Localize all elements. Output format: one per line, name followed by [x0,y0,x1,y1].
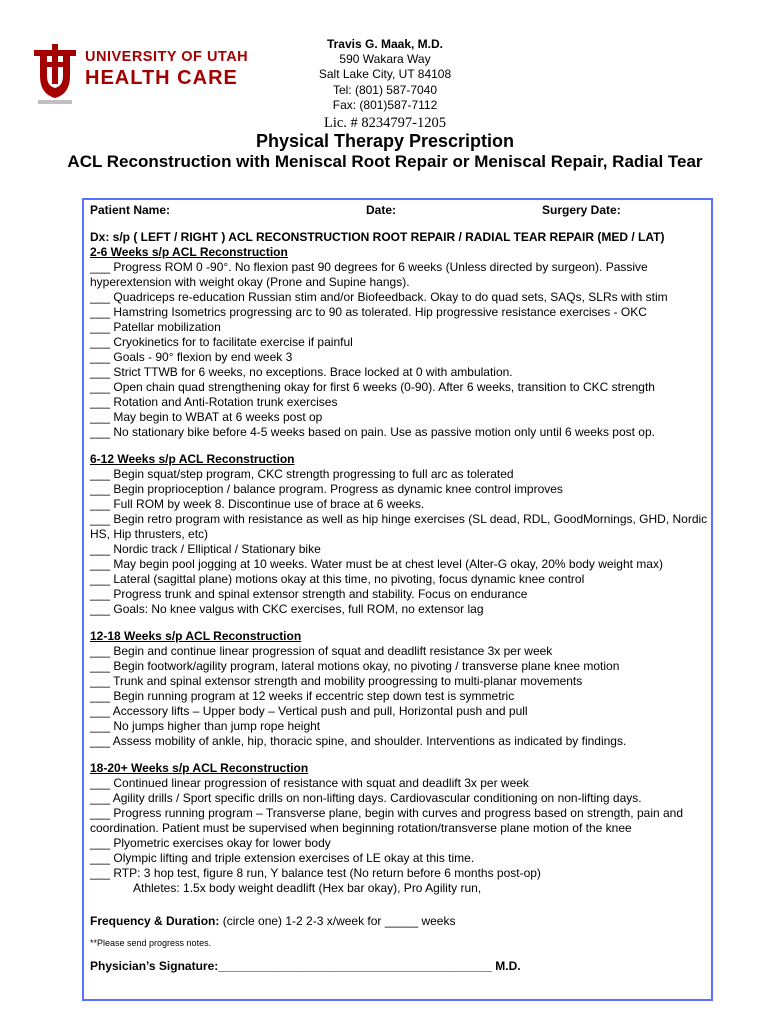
checklist-item: ___ Open chain quad strengthening okay for first 6 weeks (0-90). After 6 weeks, transition to CKC strength [90,380,655,394]
frequency-text: (circle one) 1-2 2-3 x/week for _____ weeks [219,914,456,928]
checklist-item: ___ Begin running program at 12 weeks if eccentric step down test is symmetric [90,689,515,703]
checklist-item: ___ Begin retro program with resistance as well as hip hinge exercises (SL dead, RDL, GoodMornings, GHD, Nordic HS, Hip thrusters, etc) [90,512,708,541]
athletes-criteria: Athletes: 1.5x body weight deadlift (Hex bar okay), Pro Agility run, [133,881,482,895]
license-number: Lic. # 8234797-1205 [323,115,447,132]
checklist-item: ___ May begin pool jogging at 10 weeks. Water must be at chest level (Alter-G okay, 20% body weight max) [90,557,663,571]
checklist-item: ___ Progress running program – Transverse plane, begin with curves and progress based on strength, pain and coordination. Patient must be supervised when beginning rotation/transverse plane motion of the knee [90,806,684,835]
checklist-item: ___ Begin squat/step program, CKC strength progressing to full arc as tolerated [90,467,514,481]
university-of-utah-logo [30,42,250,104]
checklist-item: ___ RTP: 3 hop test, figure 8 run, Y balance test (No return before 6 months post-op) [90,866,541,880]
logo-line-health-care: HEALTH CARE [85,67,238,89]
fax: Fax: (801)587-7112 [332,97,438,112]
date-label: Date: [366,203,397,217]
checklist-item: ___ Strict TTWB for 6 weeks, no exceptions. Brace locked at 0 with ambulation. [90,365,513,379]
checklist-item: ___ No jumps higher than jump rope height [90,719,321,733]
section-heading: 6-12 Weeks s/p ACL Reconstruction [90,452,295,466]
checklist-item: ___ Rotation and Anti-Rotation trunk exercises [90,395,338,409]
frequency-duration [90,914,712,929]
surgery-date-label: Surgery Date: [542,203,621,217]
address-line-1: 590 Wakara Way [339,52,431,67]
logo-wordmark [85,48,248,90]
checklist-item: ___ Patellar mobilization [90,320,221,334]
physician-contact-block [285,37,485,132]
checklist-item: ___ Trunk and spinal extensor strength and mobility proogressing to multi-planar movements [90,674,583,688]
checklist-item: ___ Quadriceps re-education Russian stim and/or Biofeedback. Okay to do quad sets, SAQs, SLRs with stim [90,290,668,304]
diagnosis-line: Dx: s/p ( LEFT / RIGHT ) ACL RECONSTRUCTION ROOT REPAIR / RADIAL TEAR REPAIR (MED / LAT) [90,230,665,244]
section-heading: 18-20+ Weeks s/p ACL Reconstruction [90,761,309,775]
frequency-label: Frequency & Duration: [90,914,220,928]
checklist-item: ___ Hamstring Isometrics progressing arc to 90 as tolerated. Hip progressive resistance exercises - OKC [90,305,647,319]
checklist-item: ___ Nordic track / Elliptical / Stationary bike [90,542,321,556]
signature-label: Physician’s Signature: [90,959,219,973]
checklist-item: ___ Accessory lifts – Upper body – Vertical push and pull, Horizontal push and pull [90,704,528,718]
physician-signature-line [90,959,712,974]
checklist-item: ___ Olympic lifting and triple extension exercises of LE okay at this time. [90,851,475,865]
checklist-item: ___ Progress ROM 0 -90°. No flexion past 90 degrees for 6 weeks (Unless directed by surgeon). Passive hyperextension with weight okay (Prone and Supine hangs). [90,260,648,289]
checklist-item: ___ No stationary bike before 4-5 weeks based on pain. Use as passive motion only until 6 weeks post op. [90,425,655,439]
patient-info-row [90,203,712,218]
patient-name-label: Patient Name: [90,203,171,217]
checklist-item: ___ Begin footwork/agility program, lateral motions okay, no pivoting / transverse plane knee motion [90,659,620,673]
page-title: Physical Therapy Prescription [255,131,515,151]
checklist-item: ___ Begin and continue linear progression of squat and deadlift resistance 3x per week [90,644,553,658]
physician-name: Travis G. Maak, M.D. [326,37,444,51]
checklist-item: ___ Cryokinetics for to facilitate exercise if painful [90,335,353,349]
checklist-item: ___ Assess mobility of ankle, hip, thoracic spine, and shoulder. Interventions as indicated by findings. [90,734,627,748]
checklist-item: ___ Continued linear progression of resistance with squat and deadlift 3x per week [90,776,529,790]
page-subtitle: ACL Reconstruction with Meniscal Root Repair or Meniscal Repair, Radial Tear [67,152,703,171]
progress-notes-request: **Please send progress notes. [90,938,212,948]
signature-suffix: M.D. [491,959,521,973]
checklist-item: ___ Goals - 90° flexion by end week 3 [90,350,293,364]
checklist-item: ___ Begin proprioception / balance program. Progress as dynamic knee control improves [90,482,563,496]
block-u-emblem-icon [30,42,80,104]
section-heading: 2-6 Weeks s/p ACL Reconstruction [90,245,288,259]
checklist-item: ___ Goals: No knee valgus with CKC exercises, full ROM, no extensor lag [90,602,484,616]
telephone: Tel: (801) 587-7040 [332,82,438,97]
checklist-item: ___ Plyometric exercises okay for lower body [90,836,331,850]
logo-line-university: UNIVERSITY OF UTAH [85,49,249,65]
section-heading: 12-18 Weeks s/p ACL Reconstruction [90,629,302,643]
checklist-item: ___ Agility drills / Sport specific drills on non-lifting days. Cardiovascular conditioning on non-lifting days. [90,791,642,805]
address-line-2: Salt Lake City, UT 84108 [318,67,452,82]
signature-blank: _________________________________________ [218,959,492,973]
checklist-item: ___ May begin to WBAT at 6 weeks post op [90,410,323,424]
prescription-form [90,203,712,974]
checklist-item: ___ Full ROM by week 8. Discontinue use of brace at 6 weeks. [90,497,425,511]
checklist-item: ___ Progress trunk and spinal extensor strength and stability. Focus on endurance [90,587,528,601]
checklist-item: ___ Lateral (sagittal plane) motions okay at this time, no pivoting, focus dynamic knee control [90,572,585,586]
